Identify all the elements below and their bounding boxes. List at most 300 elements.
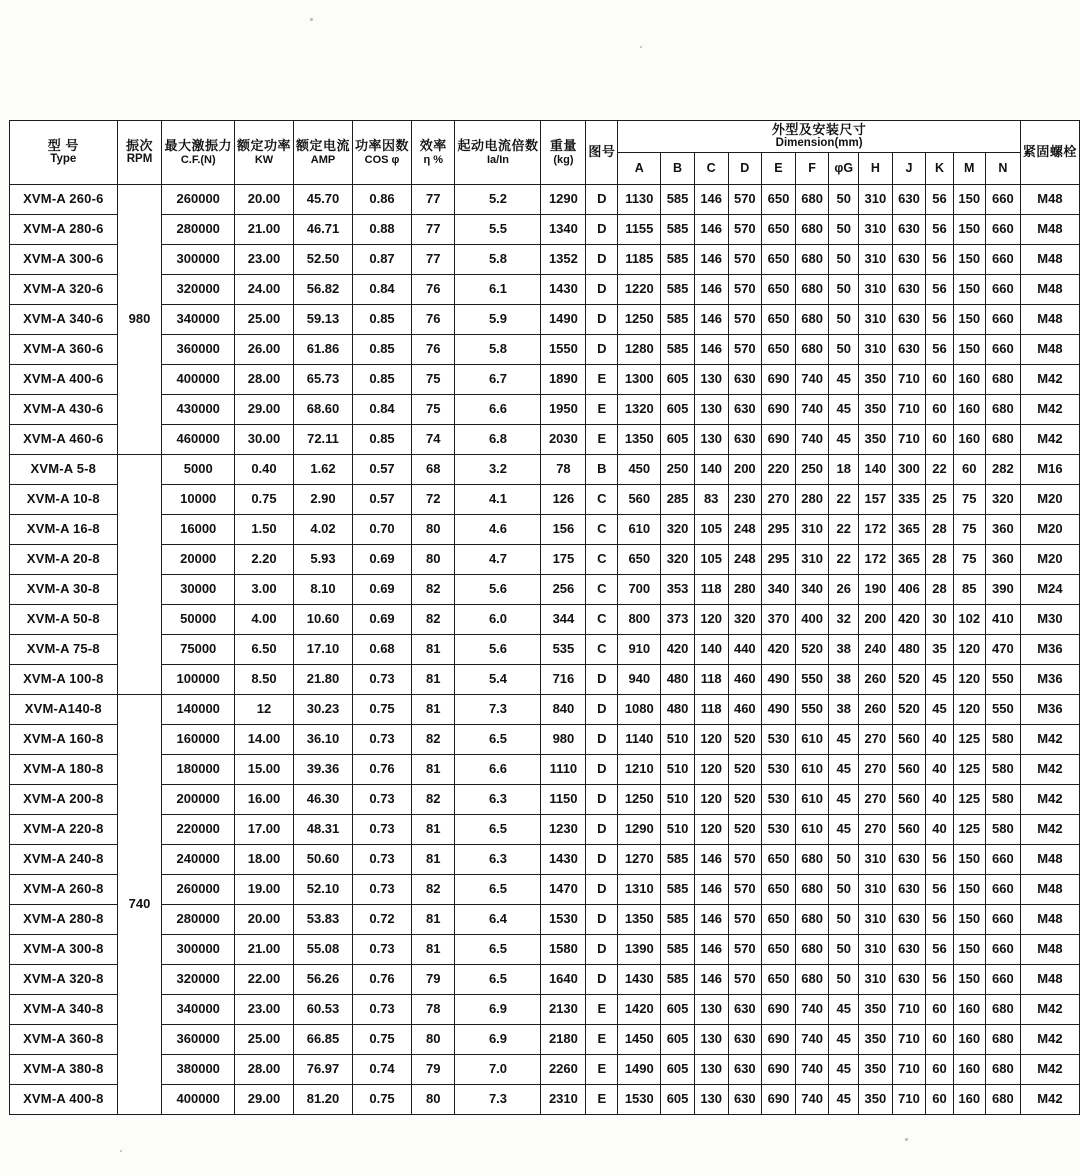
cell-figure: D <box>586 275 618 305</box>
cell-dim-d: 570 <box>728 935 762 965</box>
cell-starting-current: 4.1 <box>455 485 541 515</box>
cell-dim-e: 690 <box>762 395 796 425</box>
cell-dim-a: 1250 <box>618 305 661 335</box>
cell-dim-e: 690 <box>762 995 796 1025</box>
cell-force: 300000 <box>162 935 235 965</box>
cell-dim-g: 45 <box>829 1055 859 1085</box>
cell-dim-e: 420 <box>762 635 796 665</box>
cell-dim-f: 340 <box>795 575 829 605</box>
cell-dim-a: 1310 <box>618 875 661 905</box>
cell-dim-d: 630 <box>728 365 762 395</box>
cell-dim-b: 585 <box>661 275 695 305</box>
cell-dim-c: 140 <box>694 635 728 665</box>
cell-type: XVM-A 430-6 <box>10 395 118 425</box>
cell-dim-h: 270 <box>859 725 893 755</box>
table-row <box>10 455 1080 485</box>
cell-weight: 175 <box>541 545 586 575</box>
cell-dim-m: 75 <box>953 545 985 575</box>
cell-weight: 2260 <box>541 1055 586 1085</box>
cell-dim-b: 605 <box>661 995 695 1025</box>
cell-dim-h: 270 <box>859 785 893 815</box>
cell-dim-h: 350 <box>859 365 893 395</box>
cell-dim-j: 710 <box>892 395 926 425</box>
cell-figure: E <box>586 1055 618 1085</box>
cell-dim-f: 740 <box>795 1025 829 1055</box>
cell-dim-b: 605 <box>661 1085 695 1115</box>
cell-dim-h: 310 <box>859 275 893 305</box>
cell-figure: C <box>586 545 618 575</box>
cell-dim-j: 630 <box>892 275 926 305</box>
cell-power-factor: 0.75 <box>353 695 412 725</box>
cell-dim-b: 585 <box>661 305 695 335</box>
cell-current: 61.86 <box>294 335 353 365</box>
cell-dim-j: 630 <box>892 875 926 905</box>
cell-weight: 1150 <box>541 785 586 815</box>
col-force-cn: 最大激振力 <box>164 138 232 154</box>
cell-dim-c: 146 <box>694 875 728 905</box>
cell-power: 19.00 <box>234 875 293 905</box>
cell-dim-j: 630 <box>892 335 926 365</box>
cell-dim-g: 50 <box>829 965 859 995</box>
cell-dim-b: 585 <box>661 215 695 245</box>
col-power-en: KW <box>254 153 274 166</box>
cell-dim-a: 1350 <box>618 425 661 455</box>
cell-dim-e: 340 <box>762 575 796 605</box>
cell-power: 28.00 <box>234 365 293 395</box>
cell-current: 46.71 <box>294 215 353 245</box>
cell-dim-c: 130 <box>694 395 728 425</box>
cell-power-factor: 0.70 <box>353 515 412 545</box>
cell-dim-d: 570 <box>728 185 762 215</box>
cell-efficiency: 82 <box>412 575 455 605</box>
cell-dim-g: 50 <box>829 935 859 965</box>
cell-dim-n: 660 <box>985 185 1020 215</box>
cell-dim-f: 680 <box>795 275 829 305</box>
cell-dim-e: 690 <box>762 1085 796 1115</box>
cell-dim-d: 570 <box>728 965 762 995</box>
cell-dim-e: 295 <box>762 545 796 575</box>
cell-dim-d: 460 <box>728 665 762 695</box>
cell-dim-d: 570 <box>728 845 762 875</box>
cell-figure: E <box>586 1085 618 1115</box>
cell-dim-j: 710 <box>892 425 926 455</box>
cell-power-factor: 0.85 <box>353 335 412 365</box>
cell-dim-a: 1080 <box>618 695 661 725</box>
col-dim-en: Dimension(mm) <box>775 137 863 150</box>
cell-dim-j: 630 <box>892 905 926 935</box>
cell-type: XVM-A 280-6 <box>10 215 118 245</box>
cell-dim-d: 520 <box>728 815 762 845</box>
cell-dim-j: 480 <box>892 635 926 665</box>
cell-dim-c: 146 <box>694 245 728 275</box>
cell-current: 52.50 <box>294 245 353 275</box>
cell-dim-k: 45 <box>926 695 953 725</box>
cell-dim-j: 630 <box>892 965 926 995</box>
cell-dim-n: 390 <box>985 575 1020 605</box>
cell-current: 81.20 <box>294 1085 353 1115</box>
cell-rpm: 740 <box>117 695 162 1115</box>
cell-power-factor: 0.69 <box>353 605 412 635</box>
cell-dim-n: 580 <box>985 815 1020 845</box>
cell-efficiency: 82 <box>412 725 455 755</box>
cell-dim-j: 406 <box>892 575 926 605</box>
cell-dim-d: 630 <box>728 1025 762 1055</box>
cell-efficiency: 72 <box>412 485 455 515</box>
cell-figure: E <box>586 995 618 1025</box>
cell-bolt: M48 <box>1020 305 1079 335</box>
col-eff-cn: 效率 <box>419 138 447 154</box>
cell-starting-current: 6.8 <box>455 425 541 455</box>
cell-current: 76.97 <box>294 1055 353 1085</box>
cell-force: 460000 <box>162 425 235 455</box>
table-row <box>10 395 1080 425</box>
cell-dim-c: 120 <box>694 785 728 815</box>
cell-dim-n: 580 <box>985 725 1020 755</box>
cell-starting-current: 5.9 <box>455 305 541 335</box>
table-row <box>10 485 1080 515</box>
cell-current: 66.85 <box>294 1025 353 1055</box>
cell-dim-n: 660 <box>985 875 1020 905</box>
cell-type: XVM-A 320-8 <box>10 965 118 995</box>
cell-dim-c: 146 <box>694 305 728 335</box>
cell-dim-g: 50 <box>829 275 859 305</box>
cell-dim-c: 120 <box>694 605 728 635</box>
cell-dim-a: 1450 <box>618 1025 661 1055</box>
cell-efficiency: 77 <box>412 215 455 245</box>
cell-type: XVM-A 16-8 <box>10 515 118 545</box>
cell-dim-b: 510 <box>661 755 695 785</box>
cell-power-factor: 0.87 <box>353 245 412 275</box>
cell-power: 16.00 <box>234 785 293 815</box>
cell-starting-current: 6.3 <box>455 845 541 875</box>
cell-dim-m: 125 <box>953 785 985 815</box>
cell-dim-g: 45 <box>829 755 859 785</box>
cell-dim-e: 295 <box>762 515 796 545</box>
cell-efficiency: 82 <box>412 785 455 815</box>
cell-efficiency: 80 <box>412 1025 455 1055</box>
cell-dim-b: 320 <box>661 545 695 575</box>
cell-power: 29.00 <box>234 1085 293 1115</box>
col-current <box>294 121 353 185</box>
cell-dim-c: 105 <box>694 545 728 575</box>
cell-dim-d: 630 <box>728 425 762 455</box>
cell-current: 46.30 <box>294 785 353 815</box>
cell-bolt: M48 <box>1020 245 1079 275</box>
cell-dim-h: 190 <box>859 575 893 605</box>
cell-efficiency: 80 <box>412 515 455 545</box>
cell-dim-e: 370 <box>762 605 796 635</box>
cell-dim-m: 160 <box>953 995 985 1025</box>
cell-bolt: M42 <box>1020 425 1079 455</box>
cell-dim-m: 150 <box>953 275 985 305</box>
cell-dim-g: 50 <box>829 305 859 335</box>
cell-dim-a: 1210 <box>618 755 661 785</box>
cell-force: 75000 <box>162 635 235 665</box>
table-row <box>10 755 1080 785</box>
cell-rpm: 980 <box>117 185 162 455</box>
table-row <box>10 185 1080 215</box>
cell-current: 48.31 <box>294 815 353 845</box>
cell-power: 21.00 <box>234 215 293 245</box>
cell-current: 56.82 <box>294 275 353 305</box>
cell-figure: D <box>586 845 618 875</box>
cell-dim-f: 610 <box>795 785 829 815</box>
col-start-en: Ia/In <box>486 153 509 166</box>
cell-figure: D <box>586 905 618 935</box>
cell-starting-current: 3.2 <box>455 455 541 485</box>
cell-force: 320000 <box>162 275 235 305</box>
cell-dim-f: 610 <box>795 725 829 755</box>
cell-dim-c: 118 <box>694 665 728 695</box>
cell-bolt: M48 <box>1020 185 1079 215</box>
col-dimension-group <box>618 121 1021 153</box>
cell-dim-a: 1155 <box>618 215 661 245</box>
cell-dim-n: 660 <box>985 905 1020 935</box>
cell-dim-j: 710 <box>892 995 926 1025</box>
cell-dim-m: 150 <box>953 305 985 335</box>
cell-power-factor: 0.88 <box>353 215 412 245</box>
cell-type: XVM-A140-8 <box>10 695 118 725</box>
cell-bolt: M48 <box>1020 215 1079 245</box>
cell-current: 2.90 <box>294 485 353 515</box>
cell-force: 360000 <box>162 335 235 365</box>
table-row <box>10 605 1080 635</box>
cell-force: 260000 <box>162 875 235 905</box>
cell-current: 21.80 <box>294 665 353 695</box>
col-rpm-cn: 振次 <box>126 138 154 154</box>
cell-power-factor: 0.73 <box>353 785 412 815</box>
cell-force: 160000 <box>162 725 235 755</box>
cell-dim-c: 130 <box>694 995 728 1025</box>
cell-dim-n: 660 <box>985 275 1020 305</box>
cell-starting-current: 5.4 <box>455 665 541 695</box>
cell-weight: 1430 <box>541 845 586 875</box>
cell-dim-n: 360 <box>985 545 1020 575</box>
cell-power: 0.75 <box>234 485 293 515</box>
cell-power: 4.00 <box>234 605 293 635</box>
cell-dim-h: 350 <box>859 995 893 1025</box>
cell-dim-n: 550 <box>985 695 1020 725</box>
cell-starting-current: 6.3 <box>455 785 541 815</box>
cell-weight: 1290 <box>541 185 586 215</box>
cell-dim-b: 373 <box>661 605 695 635</box>
cell-current: 17.10 <box>294 635 353 665</box>
cell-type: XVM-A 340-8 <box>10 995 118 1025</box>
col-rpm <box>117 121 162 185</box>
cell-dim-j: 630 <box>892 845 926 875</box>
cell-power-factor: 0.84 <box>353 275 412 305</box>
cell-dim-f: 550 <box>795 665 829 695</box>
cell-figure: C <box>586 485 618 515</box>
cell-starting-current: 6.1 <box>455 275 541 305</box>
cell-dim-b: 250 <box>661 455 695 485</box>
cell-dim-m: 120 <box>953 665 985 695</box>
cell-dim-m: 125 <box>953 815 985 845</box>
cell-dim-c: 118 <box>694 695 728 725</box>
cell-dim-k: 60 <box>926 365 953 395</box>
cell-efficiency: 82 <box>412 605 455 635</box>
cell-dim-g: 45 <box>829 395 859 425</box>
cell-dim-g: 26 <box>829 575 859 605</box>
cell-dim-j: 710 <box>892 365 926 395</box>
cell-dim-j: 630 <box>892 935 926 965</box>
col-start-cn: 起动电流倍数 <box>457 138 539 154</box>
col-type <box>10 121 118 185</box>
cell-dim-h: 310 <box>859 245 893 275</box>
cell-dim-k: 56 <box>926 185 953 215</box>
cell-bolt: M48 <box>1020 875 1079 905</box>
cell-dim-a: 1185 <box>618 245 661 275</box>
cell-dim-g: 45 <box>829 425 859 455</box>
cell-dim-f: 740 <box>795 425 829 455</box>
cell-power-factor: 0.73 <box>353 995 412 1025</box>
cell-dim-f: 550 <box>795 695 829 725</box>
cell-bolt: M48 <box>1020 935 1079 965</box>
cell-dim-c: 130 <box>694 1055 728 1085</box>
table-row <box>10 1085 1080 1115</box>
cell-bolt: M48 <box>1020 965 1079 995</box>
cell-dim-e: 490 <box>762 695 796 725</box>
cell-figure: E <box>586 1025 618 1055</box>
cell-bolt: M42 <box>1020 725 1079 755</box>
cell-bolt: M42 <box>1020 995 1079 1025</box>
cell-force: 240000 <box>162 845 235 875</box>
cell-efficiency: 76 <box>412 305 455 335</box>
cell-current: 4.02 <box>294 515 353 545</box>
table-row <box>10 1055 1080 1085</box>
cell-power: 30.00 <box>234 425 293 455</box>
cell-type: XVM-A 30-8 <box>10 575 118 605</box>
cell-bolt: M20 <box>1020 545 1079 575</box>
cell-power-factor: 0.84 <box>353 395 412 425</box>
cell-dim-k: 60 <box>926 995 953 1025</box>
cell-dim-a: 1490 <box>618 1055 661 1085</box>
cell-starting-current: 6.0 <box>455 605 541 635</box>
cell-type: XVM-A 400-8 <box>10 1085 118 1115</box>
cell-dim-d: 570 <box>728 245 762 275</box>
cell-dim-d: 248 <box>728 545 762 575</box>
cell-bolt: M20 <box>1020 485 1079 515</box>
cell-force: 10000 <box>162 485 235 515</box>
cell-dim-g: 32 <box>829 605 859 635</box>
cell-power: 15.00 <box>234 755 293 785</box>
cell-dim-f: 310 <box>795 545 829 575</box>
cell-dim-d: 630 <box>728 395 762 425</box>
cell-figure: D <box>586 305 618 335</box>
cell-dim-g: 50 <box>829 215 859 245</box>
cell-figure: D <box>586 695 618 725</box>
cell-dim-b: 605 <box>661 425 695 455</box>
cell-dim-b: 353 <box>661 575 695 605</box>
cell-bolt: M42 <box>1020 785 1079 815</box>
cell-dim-g: 50 <box>829 905 859 935</box>
cell-dim-b: 605 <box>661 1025 695 1055</box>
cell-dim-h: 260 <box>859 665 893 695</box>
cell-dim-n: 680 <box>985 365 1020 395</box>
cell-dim-j: 630 <box>892 215 926 245</box>
table-row <box>10 845 1080 875</box>
cell-starting-current: 6.5 <box>455 965 541 995</box>
cell-dim-c: 146 <box>694 845 728 875</box>
cell-dim-e: 650 <box>762 965 796 995</box>
cell-dim-b: 585 <box>661 335 695 365</box>
cell-figure: D <box>586 755 618 785</box>
cell-dim-k: 56 <box>926 275 953 305</box>
table-row <box>10 815 1080 845</box>
cell-dim-a: 940 <box>618 665 661 695</box>
col-weight <box>541 121 586 185</box>
cell-power: 23.00 <box>234 245 293 275</box>
cell-figure: D <box>586 815 618 845</box>
col-power-cn: 额定功率 <box>236 138 291 154</box>
cell-starting-current: 5.8 <box>455 335 541 365</box>
cell-efficiency: 81 <box>412 665 455 695</box>
cell-starting-current: 6.4 <box>455 905 541 935</box>
cell-dim-g: 45 <box>829 1025 859 1055</box>
cell-dim-j: 365 <box>892 515 926 545</box>
cell-dim-f: 680 <box>795 875 829 905</box>
cell-dim-e: 650 <box>762 305 796 335</box>
cell-power: 22.00 <box>234 965 293 995</box>
col-power <box>234 121 293 185</box>
cell-efficiency: 82 <box>412 875 455 905</box>
cell-figure: D <box>586 245 618 275</box>
cell-force: 100000 <box>162 665 235 695</box>
cell-current: 72.11 <box>294 425 353 455</box>
cell-dim-f: 680 <box>795 905 829 935</box>
cell-dim-k: 60 <box>926 395 953 425</box>
cell-dim-b: 285 <box>661 485 695 515</box>
cell-starting-current: 5.8 <box>455 245 541 275</box>
cell-dim-j: 335 <box>892 485 926 515</box>
cell-force: 300000 <box>162 245 235 275</box>
cell-dim-k: 56 <box>926 875 953 905</box>
cell-bolt: M36 <box>1020 665 1079 695</box>
col-current-cn: 额定电流 <box>296 138 351 154</box>
cell-dim-m: 150 <box>953 215 985 245</box>
cell-dim-m: 150 <box>953 845 985 875</box>
cell-dim-d: 460 <box>728 695 762 725</box>
cell-efficiency: 80 <box>412 545 455 575</box>
cell-dim-g: 22 <box>829 515 859 545</box>
cell-efficiency: 81 <box>412 845 455 875</box>
cell-power-factor: 0.85 <box>353 425 412 455</box>
cell-weight: 126 <box>541 485 586 515</box>
col-dim-n: N <box>985 153 1020 185</box>
cell-dim-h: 270 <box>859 755 893 785</box>
cell-force: 360000 <box>162 1025 235 1055</box>
cell-power: 2.20 <box>234 545 293 575</box>
table-row <box>10 335 1080 365</box>
cell-dim-d: 570 <box>728 335 762 365</box>
cell-dim-d: 520 <box>728 725 762 755</box>
cell-figure: D <box>586 935 618 965</box>
cell-dim-f: 740 <box>795 995 829 1025</box>
cell-dim-e: 650 <box>762 845 796 875</box>
cell-starting-current: 7.3 <box>455 695 541 725</box>
cell-dim-h: 310 <box>859 875 893 905</box>
cell-figure: D <box>586 725 618 755</box>
cell-starting-current: 6.6 <box>455 755 541 785</box>
cell-dim-j: 710 <box>892 1025 926 1055</box>
cell-figure: E <box>586 365 618 395</box>
col-dim-e: E <box>762 153 796 185</box>
cell-weight: 1110 <box>541 755 586 785</box>
cell-bolt: M48 <box>1020 275 1079 305</box>
cell-dim-c: 146 <box>694 215 728 245</box>
cell-current: 68.60 <box>294 395 353 425</box>
cell-dim-m: 60 <box>953 455 985 485</box>
